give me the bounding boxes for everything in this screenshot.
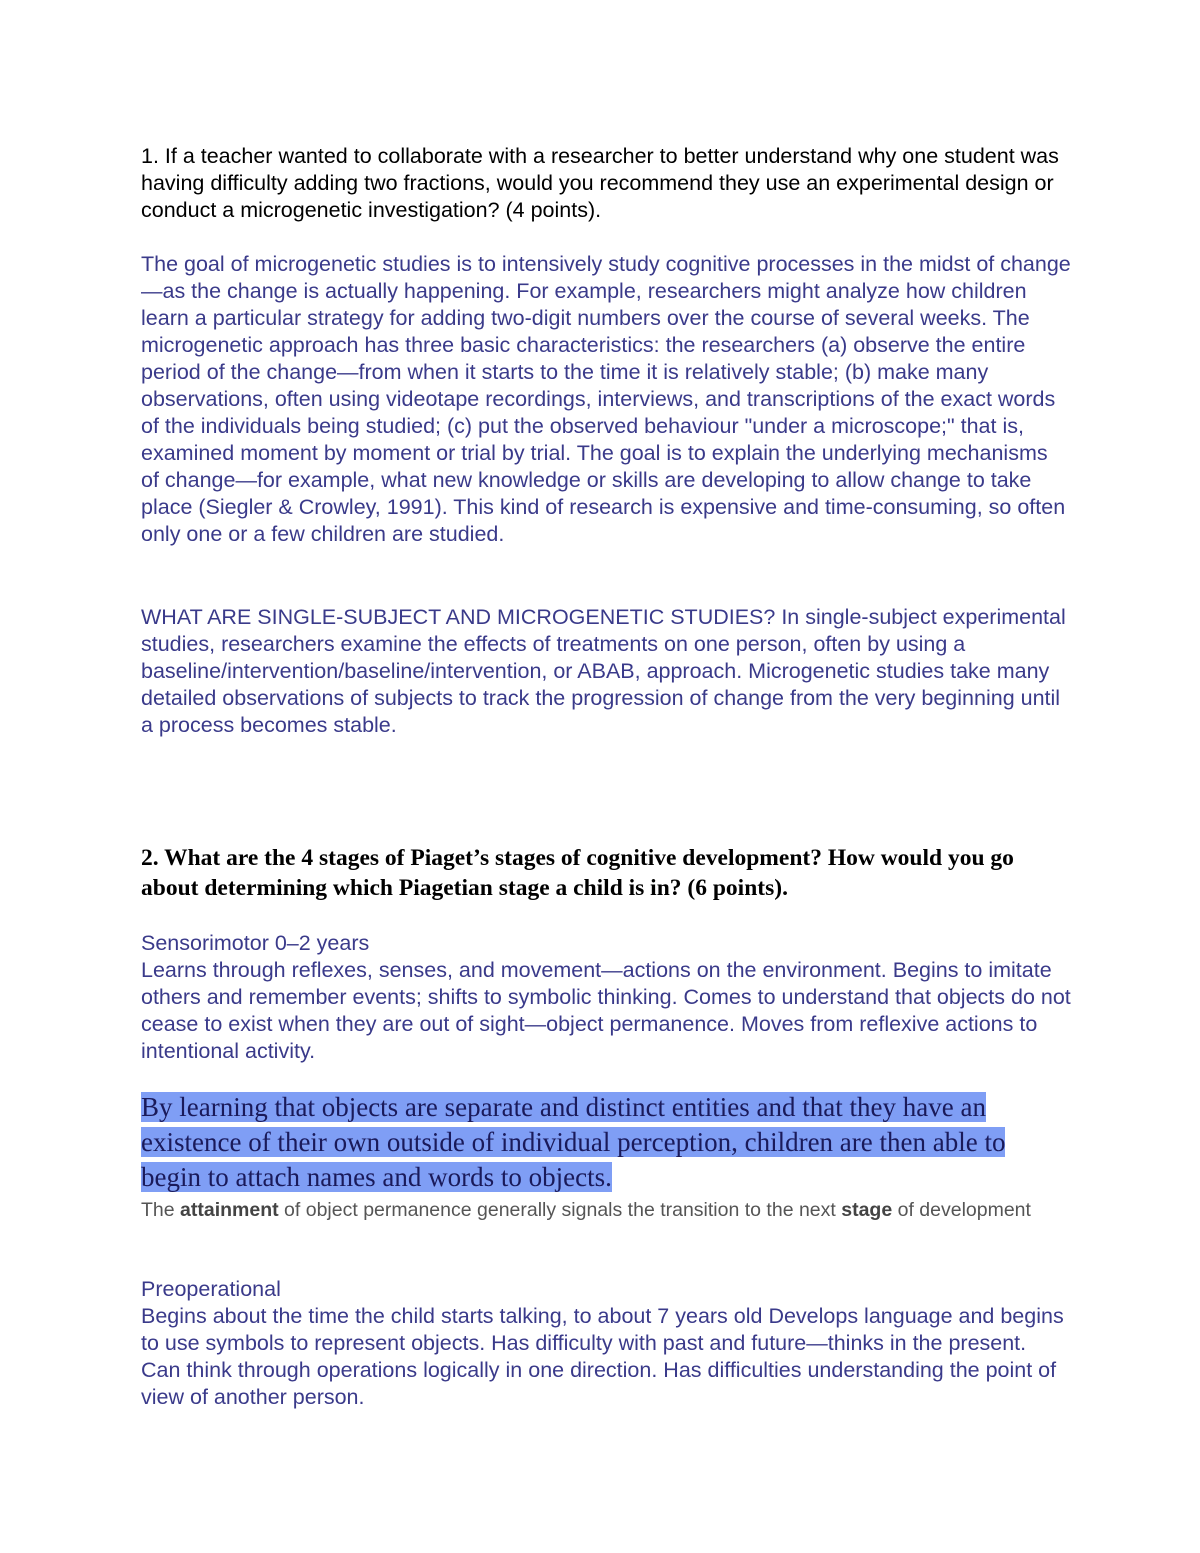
stage-2-description: Begins about the time the child starts talking, to about 7 years old Develops language and begins to use symbols to represent objects. Has difficulty with past and future—thinks in the present. Can think through operations logically in one direction. Has difficulties understanding the point of view of another person.	[141, 1304, 1064, 1409]
highlighted-paragraph	[141, 1090, 1071, 1195]
attainment-bold-2: stage	[841, 1199, 893, 1221]
question-1: 1. If a teacher wanted to collaborate with a researcher to better understand why one student was having difficulty adding two fractions, would you recommend they use an experimental design or conduct a microgenetic investigation? (4 points).	[141, 144, 1059, 222]
attainment-note	[141, 1197, 1071, 1223]
attainment-text-2: of object permanence generally signals the transition to the next	[278, 1199, 842, 1221]
text-highlight[interactable]: By learning that objects are separate and distinct entities and that they have an existence of their own outside of individual perception, children are then able to begin to attach names and words to objects.	[141, 1092, 1006, 1192]
stage-1-description: Learns through reflexes, senses, and movement—actions on the environment. Begins to imitate others and remember events; shifts to symbolic thinking. Comes to understand that objects do not cease to exist when they are out of sight—object permanence. Moves from reflexive actions to intentional activity.	[141, 958, 1071, 1063]
attainment-text-3: of development	[892, 1199, 1031, 1221]
question-2: 2. What are the 4 stages of Piaget’s stages of cognitive development? How would you go about determining which Piagetian stage a child is in? (6 points).	[141, 845, 1014, 901]
answer-1-paragraph-1: The goal of microgenetic studies is to intensively study cognitive processes in the midst of change—as the change is actually happening. For example, researchers might analyze how children learn a particular strategy for adding two-digit numbers over the course of several weeks. The microgenetic approach has three basic characteristics: the researchers (a) observe the entire period of the change—from when it starts to the time it is relatively stable; (b) make many observations, often using videotape recordings, interviews, and transcriptions of the exact words of the individuals being studied; (c) put the observed behaviour "under a microscope;" that is, examined moment by moment or trial by trial. The goal is to explain the underlying mechanisms of change—for example, what new knowledge or skills are developing to allow change to take place (Siegler & Crowley, 1991). This kind of research is expensive and time-consuming, so often only one or a few children are studied.	[141, 252, 1071, 546]
attainment-bold-1: attainment	[180, 1199, 279, 1221]
answer-1-paragraph-2: WHAT ARE SINGLE-SUBJECT AND MICROGENETIC STUDIES? In single-subject experimental studies, researchers examine the effects of treatments on one person, often by using a baseline/intervention/baseline/intervention, or ABAB, approach. Microgenetic studies take many detailed observations of subjects to track the progression of change from the very beginning until a process becomes stable.	[141, 605, 1066, 737]
attainment-text-1: The	[141, 1199, 181, 1221]
stage-1-title: Sensorimotor 0–2 years	[141, 931, 370, 955]
stage-2-title: Preoperational	[141, 1277, 281, 1301]
